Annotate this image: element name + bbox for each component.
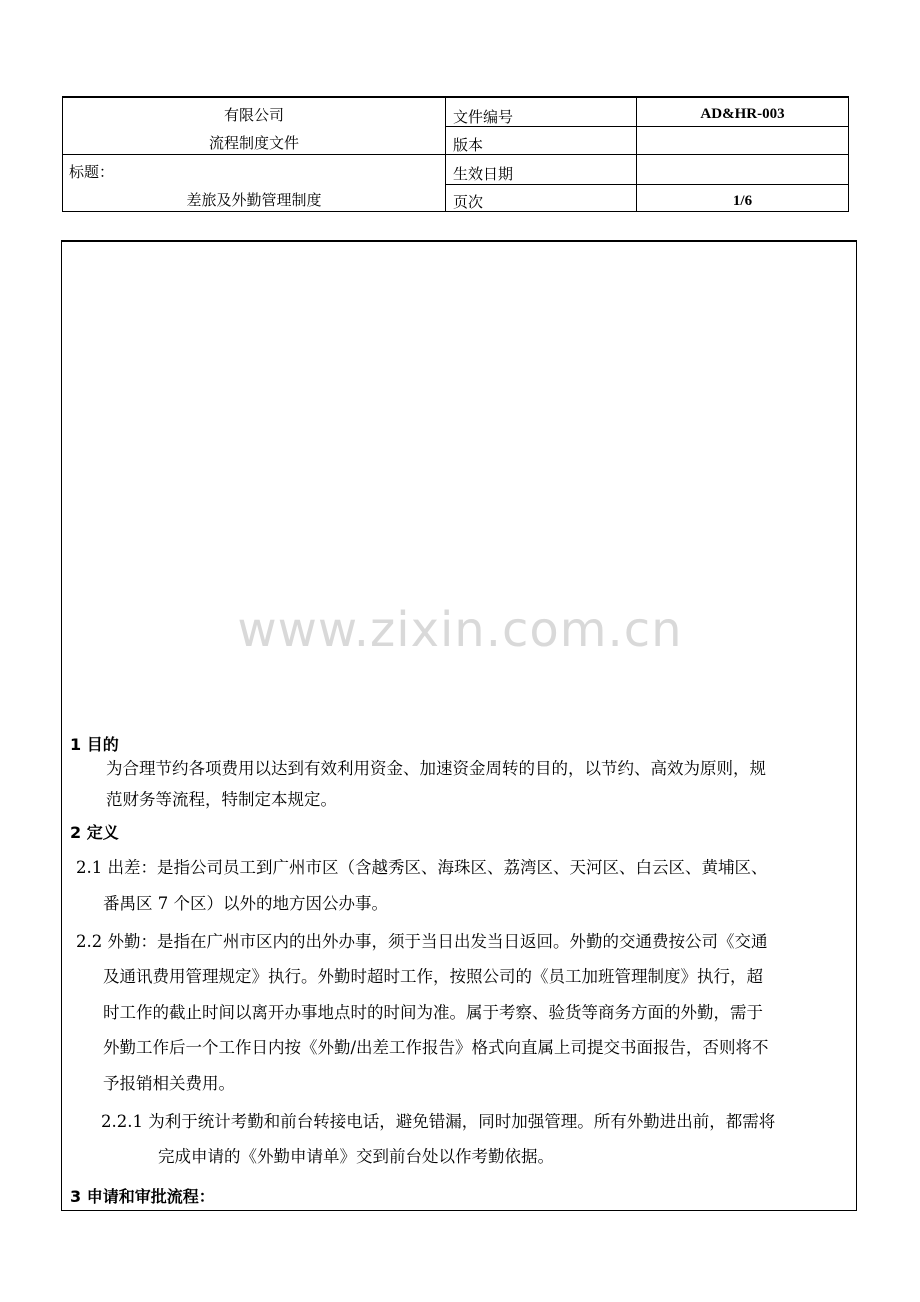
section-2-2-text: 外勤工作后一个工作日内按《外勤/出差工作报告》格式向直属上司提交书面报告，否则将不 xyxy=(103,1038,769,1057)
company-name: 有限公司 xyxy=(223,106,284,124)
section-3-heading: 3 申请和审批流程： xyxy=(70,1187,215,1206)
doc-no-value: AD&HR-003 xyxy=(700,106,785,122)
watermark: www.zixin.com.cn xyxy=(237,602,683,658)
section-2-2-text: 时工作的截止时间以离开办事地点时的时间为准。属于考察、验货等商务方面的外勤，需于 xyxy=(103,1003,763,1022)
section-2-2-text: 及通讯费用管理规定》执行。外勤时超时工作，按照公司的《员工加班管理制度》执行，超 xyxy=(103,967,763,986)
title-label: 标题： xyxy=(69,163,115,181)
doc-no-label: 文件编号 xyxy=(453,108,514,126)
section-2-1-text: 番禺区 7 个区）以外的地方因公办事。 xyxy=(103,894,388,913)
section-2-2-1-text: 完成申请的《外勤申请单》交到前台处以作考勤依据。 xyxy=(158,1147,554,1166)
header-divider xyxy=(63,154,445,155)
section-2-1-text: 2.1 出差：是指公司员工到广州市区（含越秀区、海珠区、荔湾区、天河区、白云区、黄埔区、 xyxy=(76,858,768,877)
section-2-2-1-text: 2.2.1 为利于统计考勤和前台转接电话，避免错漏，同时加强管理。所有外勤进出前，都需将 xyxy=(101,1112,776,1131)
section-1-text: 为合理节约各项费用以达到有效利用资金、加速资金周转的目的，以节约、高效为原则，规 xyxy=(106,759,766,778)
effective-date-label: 生效日期 xyxy=(453,165,514,183)
section-1-text: 范财务等流程，特制定本规定。 xyxy=(106,790,337,809)
section-2-heading: 2 定义 xyxy=(70,823,119,842)
version-label: 版本 xyxy=(453,136,484,154)
section-2-2-text: 予报销相关费用。 xyxy=(103,1074,235,1093)
document-header-table xyxy=(62,96,849,212)
section-2-2-text: 2.2 外勤：是指在广州市区内的出外办事，须于当日出发当日返回。外勤的交通费按公司《交通 xyxy=(76,932,768,951)
document-body-frame xyxy=(61,240,857,1211)
doc-type: 流程制度文件 xyxy=(208,134,299,152)
section-1-heading: 1 目的 xyxy=(70,735,119,754)
page-value: 1/6 xyxy=(732,193,753,209)
document-title: 差旅及外勤管理制度 xyxy=(186,191,322,209)
header-divider xyxy=(445,184,849,185)
header-divider xyxy=(445,154,849,155)
page-label: 页次 xyxy=(453,193,484,211)
